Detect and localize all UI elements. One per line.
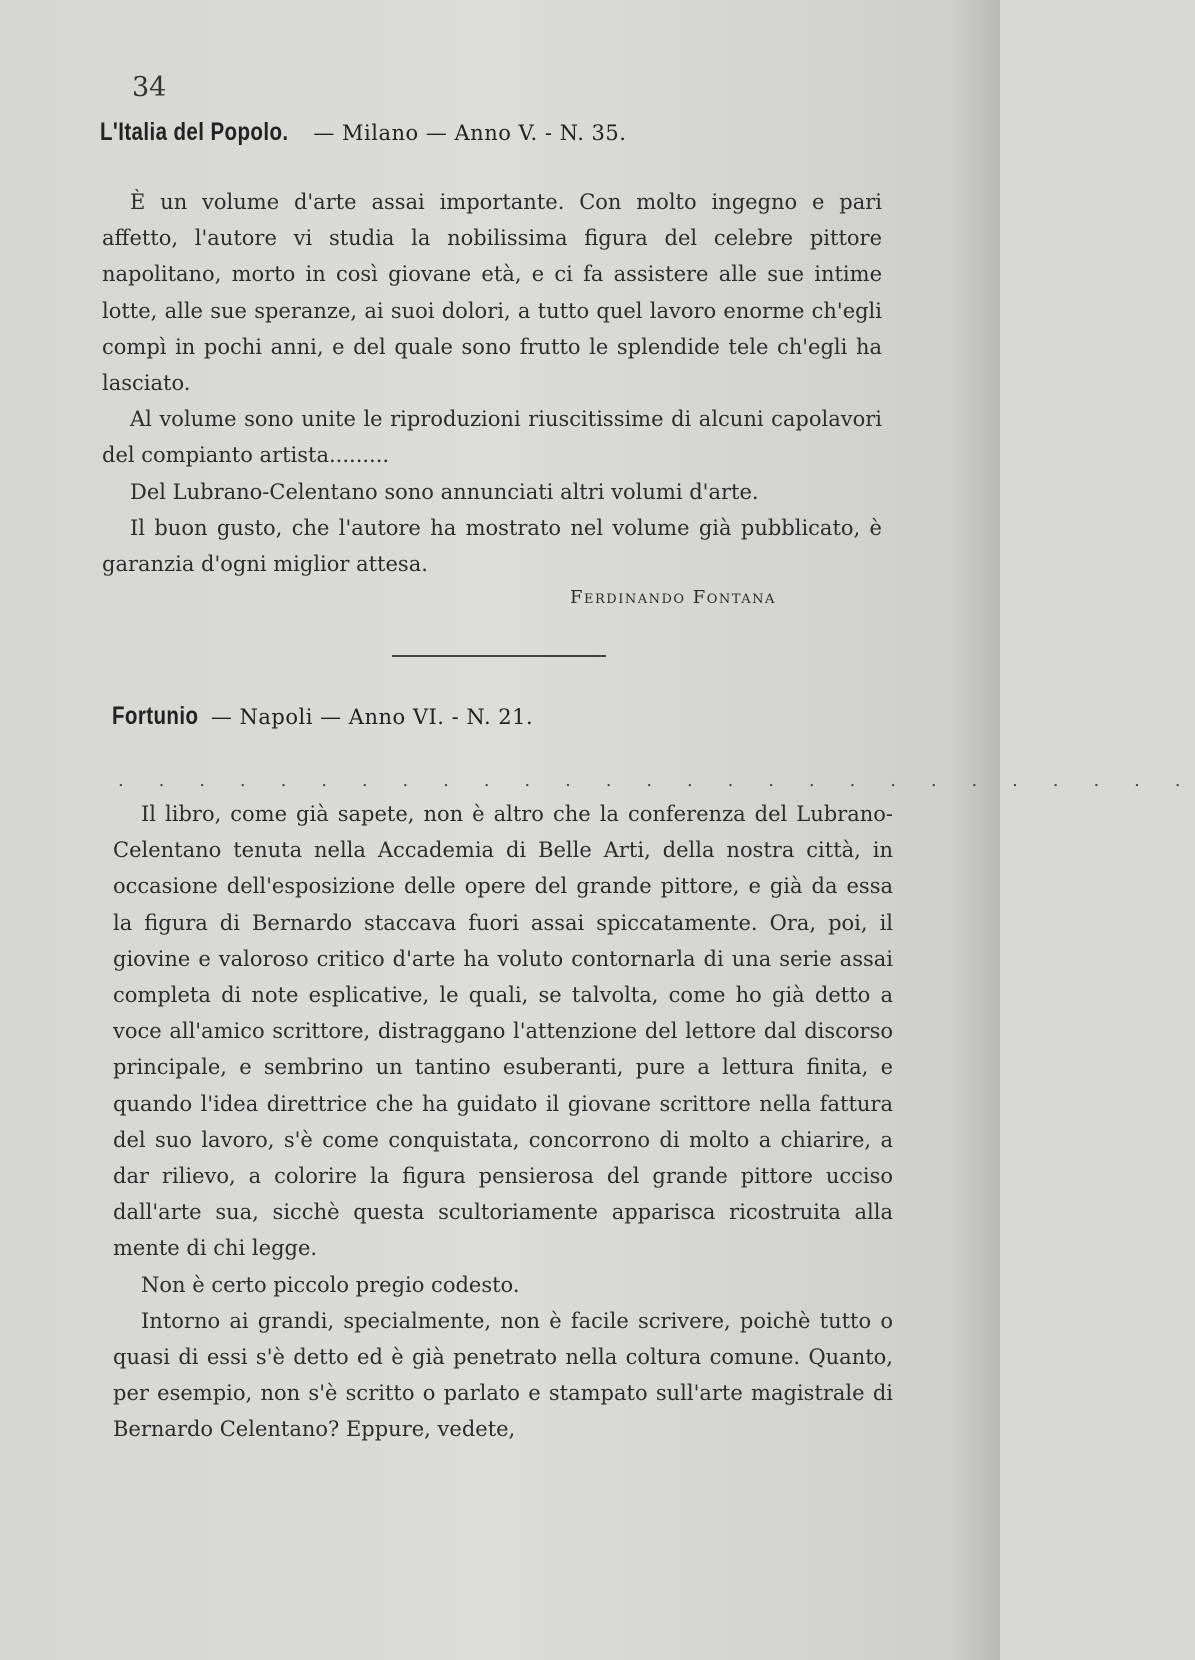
review-body-2 bbox=[113, 796, 893, 1448]
review-heading-italia-del-popolo bbox=[100, 118, 626, 147]
ellipsis-row: . . . . . . . . . . . . . . . . . . . . . . . . . . . bbox=[118, 770, 1195, 791]
page-number: 34 bbox=[132, 72, 167, 103]
paragraph: Al volume sono unite le riproduzioni riuscitissime di alcuni capolavori del compianto artista......... bbox=[102, 407, 882, 468]
paragraph: Il buon gusto, che l'autore ha mostrato nel volume già pubblicato, è garanzia d'ogni miglior attesa. bbox=[102, 515, 882, 577]
signature: Ferdinando Fontana bbox=[570, 587, 776, 608]
publication-details: — Napoli — Anno VI. - N. 21. bbox=[210, 705, 534, 729]
paragraph: È un volume d'arte assai importante. Con molto ingegno e pari affetto, l'autore vi studia la nobilissima figura del celebre pittore napolitano, morto in così giovane età, e ci fa assistere alle sue intime lotte, alle sue speranze, ai suoi dolori, a tutto quel lavoro enorme ch'egli compì in pochi anni, e del quale sono frutto le splendide tele ch'egli ha lasciato. bbox=[102, 190, 882, 396]
publication-title: L'Italia del Popolo. bbox=[100, 118, 289, 146]
review-body-1 bbox=[102, 184, 882, 582]
review-heading-fortunio bbox=[112, 702, 533, 731]
publication-title: Fortunio bbox=[112, 702, 199, 730]
section-divider bbox=[392, 655, 606, 657]
paragraph: Il libro, come già sapete, non è altro che la conferenza del Lubrano-Celentano tenuta nella Accademia di Belle Arti, della nostra città, in occasione dell'esposizione delle opere del grande pittore, e già da essa la figura di Bernardo staccava fuori assai spiccatamente. Ora, poi, il giovine e valoroso critico d'arte ha voluto contornarla di una serie assai completa di note esplicative, le quali, se talvolta, come ho già detto a voce all'amico scrittore, distraggano l'attenzione del lettore dal discorso principale, e sembrino un tantino esuberanti, pure a lettura finita, e quando l'idea direttrice che ha guidato il giovane scrittore nella fattura del suo lavoro, s'è come conquistata, concorrono di molto a chiarire, a dar rilievo, a colorire la figura pensierosa del grande pittore ucciso dall'arte sua, sicchè questa scultoriamente apparisca ricostruita alla mente di chi legge. bbox=[113, 802, 893, 1261]
paragraph: Intorno ai grandi, specialmente, non è facile scrivere, poichè tutto o quasi di essi s'è detto ed è già penetrato nella coltura comune. Quanto, per esempio, non s'è scritto o parlato e stampato sull'arte magistrale di Bernardo Celentano? Eppure, vedete, bbox=[113, 1308, 893, 1442]
paragraph: Non è certo piccolo pregio codesto. bbox=[141, 1272, 520, 1297]
paragraph: Del Lubrano-Celentano sono annunciati altri volumi d'arte. bbox=[130, 479, 759, 504]
publication-details: — Milano — Anno V. - N. 35. bbox=[313, 121, 627, 145]
